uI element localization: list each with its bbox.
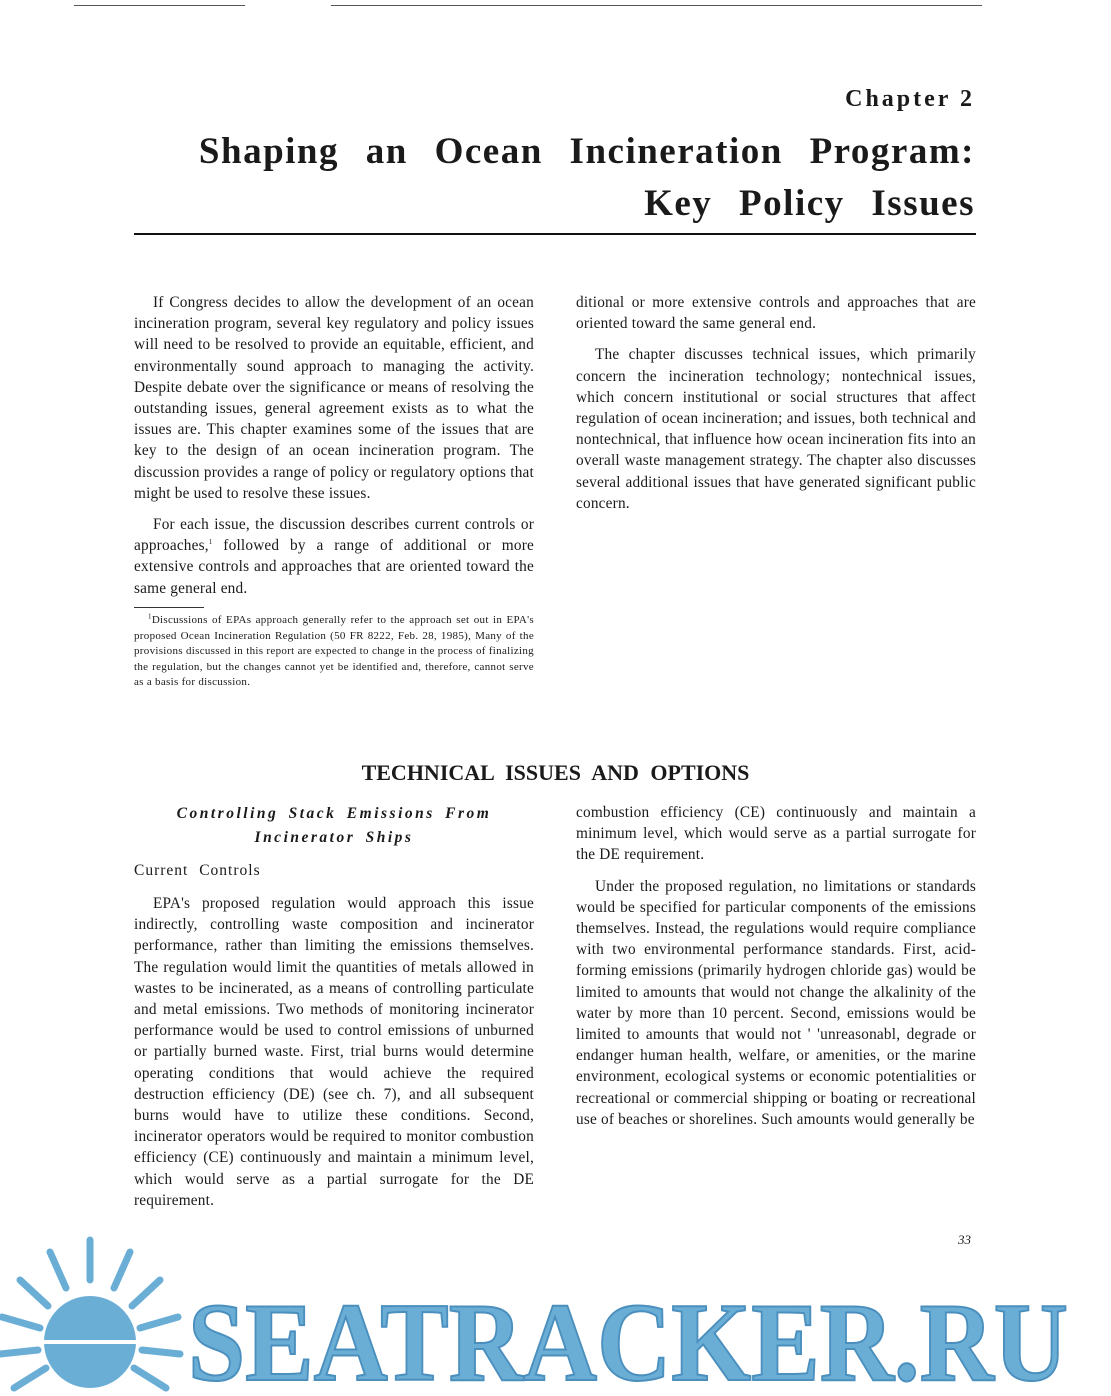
intro-paragraph-3: The chapter discusses technical issues, which primarily concern the incineration technology; nontechnical issues, which concern institutional or social structures that affect regulation of ocean incineration; and issues, both technical and nontechnical, that influence how ocean incineration fits into an overall waste management strategy. The chapter also discusses several additional issues that have generated significant public concern.: [576, 346, 976, 512]
page-number: 33: [958, 1232, 971, 1247]
section-paragraph-2: Under the proposed regulation, no limitations or standards would be specified for particular components of the emissions themselves. Instead, the regulations would require compliance with two environmental performance standards. First, acid-forming emissions (primarily hydrogen chloride gas) would be limited to amounts that would not change the alkalinity of the water by more than 10 percent. Second, emissions would be limited to amounts that would not ' 'unreasonabl, degrade or endanger human health, welfare, or amenities, or the marine environment, ecological systems or economic potentialities or recreational or commercial shipping or boating or recreational use of beaches or shorelines. Such amounts would generally be: [576, 877, 976, 1128]
top-rule-left: [74, 5, 245, 6]
sun-logo-icon: [0, 1240, 180, 1388]
intro-left-column: [134, 292, 534, 597]
chapter-title-line1: Shaping an Ocean Incineration Program:: [198, 131, 975, 172]
title-rule: [134, 233, 976, 235]
watermark-text: SEATRACKER.RU: [188, 1281, 1068, 1396]
intro-paragraph-2-continued: followed by a range of additional or more extensive controls and approaches that are oriented toward the same general end.: [134, 537, 534, 597]
footnote: [134, 613, 534, 691]
section-subheading: Controlling Stack Emissions From Incinerator Ships: [176, 805, 492, 846]
footnote-rule: [134, 607, 204, 608]
top-rule-right: [331, 5, 982, 6]
section-right-column: [576, 802, 976, 1194]
section-left-column: [134, 893, 534, 1209]
chapter-title-line2: Key Policy Issues: [644, 183, 975, 224]
intro-right-column: [576, 292, 976, 524]
chapter-title: [115, 126, 975, 230]
intro-paragraph-2: [134, 514, 534, 599]
section-heading: TECHNICAL ISSUES AND OPTIONS: [361, 760, 750, 785]
intro-paragraph-2-end: ditional or more extensive controls and approaches that are oriented toward the same general end.: [576, 294, 976, 333]
section-subsubheading: Current Controls: [134, 862, 261, 879]
watermark: [0, 1232, 1080, 1396]
intro-paragraph-1: If Congress decides to allow the development of an ocean incineration program, several key regulatory and policy issues will need to be resolved to provide an equitable, efficient, and environmentally sound approach to managing the activity. Despite debate over the significance or means of resolving the outstanding issues, general agreement exists as to what the issues are. This chapter examines some of the issues that are key to the design of an ocean incineration program. The discussion provides a range of policy or regulatory options that might be used to resolve these issues.: [134, 294, 534, 502]
section-paragraph-1: EPA's proposed regulation would approach this issue indirectly, controlling waste composition and incinerator performance, rather than limiting the emissions themselves. The regulation would limit the quantities of metals allowed in wastes to be incinerated, as a means of controlling particulate and metal emissions. Two methods of monitoring incinerator performance would be used to control emissions of unburned or partially burned waste. First, trial burns would determine operating conditions that would achieve the required destruction efficiency (DE) (see ch. 7), and all subsequent burns would have to utilize these conditions. Second, incinerator operators would be required to monitor combustion efficiency (CE) continuously and maintain a minimum level, which would serve as a partial surrogate for the DE requirement.: [134, 895, 534, 1209]
section-paragraph-1-end: combustion efficiency (CE) continuously and maintain a minimum level, which would serve as a partial surrogate for the DE requirement.: [576, 804, 976, 864]
footnote-marker: 1: [148, 612, 152, 621]
footnote-ref: 1: [208, 538, 213, 547]
intro-paragraph-2-text: For each issue, the discussion describes current controls or approaches,: [134, 516, 534, 555]
footnote-text: Discussions of EPAs approach generally refer to the approach set out in EPA's proposed Ocean Incineration Regulation (50 FR 8222, Feb. 28, 1985), Many of the provisions discussed in this report are expected to change in the process of finalizing the regulation, but the changes cannot yet be identified and, therefore, cannot serve as a basis for discussion.: [134, 614, 534, 688]
chapter-label: Chapter 2: [845, 86, 975, 112]
